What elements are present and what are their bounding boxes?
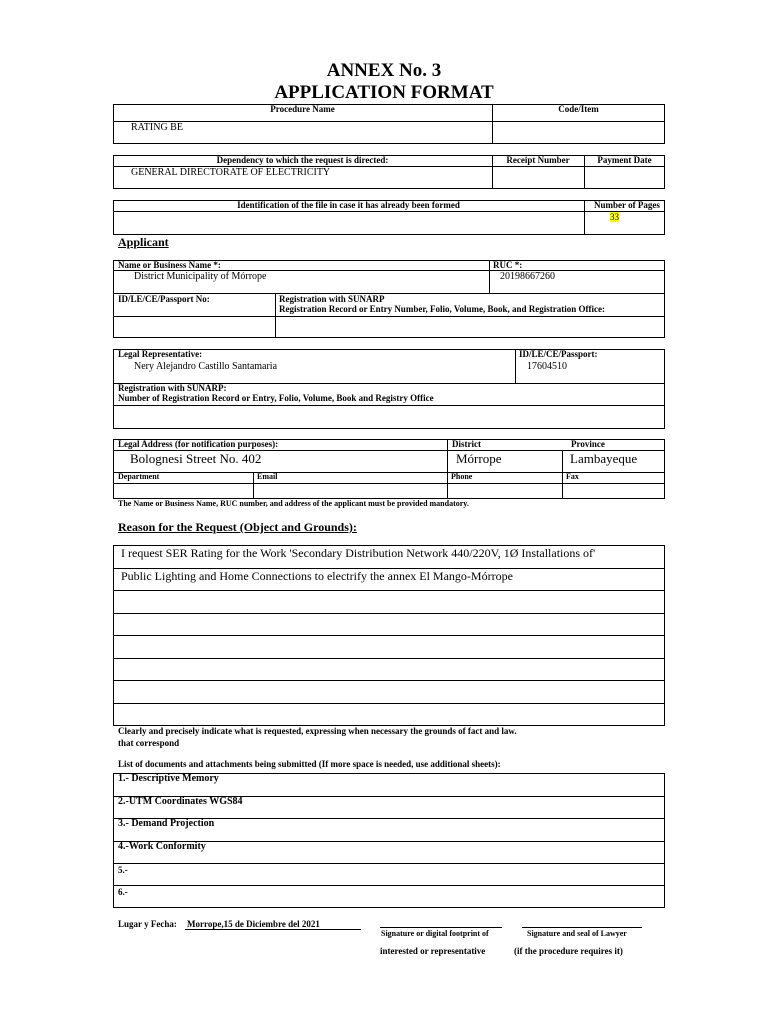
legal-rep-id-label: ID/LE/CE/Passport:	[519, 349, 598, 359]
file-id-header: Identification of the file in case it has already been formed	[237, 200, 460, 210]
code-item-header: Code/Item	[558, 104, 599, 114]
document-item-1[interactable]: 1.- Descriptive Memory	[118, 773, 219, 784]
document-item-6[interactable]: 6.-	[118, 887, 128, 897]
district-field[interactable]: Mórrope	[456, 451, 502, 466]
payment-date-field[interactable]	[585, 167, 664, 188]
province-label: Province	[571, 439, 605, 449]
legal-rep-sunarp-label: Registration with SUNARP:	[118, 383, 227, 393]
applicant-id-label: ID/LE/CE/Passport No:	[118, 294, 210, 304]
document-item-3[interactable]: 3.- Demand Projection	[118, 818, 215, 829]
place-date-field[interactable]: Morrope,15 de Diciembre del 2021	[187, 919, 320, 929]
reason-section-title: Reason for the Request (Object and Grounds):	[118, 520, 357, 534]
email-label: Email	[257, 472, 278, 481]
signature-lawyer-label: Signature and seal of Lawyer	[527, 929, 627, 938]
legal-rep-sunarp-field[interactable]	[114, 406, 664, 428]
place-date-label: Lugar y Fecha:	[118, 919, 177, 929]
dependency-header: Dependency to which the request is directed:	[216, 155, 389, 165]
dependency-field[interactable]: GENERAL DIRECTORATE OF ELECTRICITY	[131, 167, 331, 178]
document-item-2[interactable]: 2.-UTM Coordinates WGS84	[118, 796, 243, 807]
email-field[interactable]	[254, 484, 446, 498]
payment-date-header: Payment Date	[597, 155, 652, 165]
annex-title: ANNEX No. 3	[326, 60, 442, 81]
applicant-sunarp-field[interactable]	[276, 317, 664, 337]
reason-instruction: Clearly and precisely indicate what is requested, expressing when necessary the grounds of fact and law.	[118, 726, 517, 736]
legal-rep-sunarp-detail: Number of Registration Record or Entry, Folio, Volume, Book and Registry Office	[118, 393, 434, 403]
code-item-field[interactable]	[493, 122, 664, 143]
applicant-id-field[interactable]	[114, 317, 274, 337]
phone-label: Phone	[451, 472, 473, 481]
ruc-field[interactable]: 20198667260	[500, 271, 555, 282]
reason-line-1[interactable]: I request SER Rating for the Work 'Secondary Distribution Network 440/220V, 1Ø Installations of'	[121, 546, 596, 560]
legal-rep-label: Legal Representative:	[118, 349, 203, 359]
signature-applicant-sublabel: interested or representative	[380, 946, 486, 956]
business-name-label: Name or Business Name *:	[118, 260, 221, 270]
district-label: District	[452, 439, 481, 449]
signature-applicant-label: Signature or digital footprint of	[381, 929, 489, 938]
receipt-number-header: Receipt Number	[506, 155, 570, 165]
reason-line-2[interactable]: Public Lighting and Home Connections to electrify the annex El Mango-Mórrope	[121, 569, 513, 583]
form-title: APPLICATION FORMAT	[274, 82, 494, 103]
signature-line-lawyer	[522, 927, 642, 928]
file-id-field[interactable]	[114, 212, 584, 234]
department-field[interactable]	[114, 484, 252, 498]
fax-label: Fax	[566, 472, 579, 481]
reason-instruction-cont: that correspond	[118, 738, 180, 748]
legal-rep-field[interactable]: Nery Alejandro Castillo Santamaria	[134, 361, 278, 372]
receipt-number-field[interactable]	[493, 167, 583, 188]
business-name-field[interactable]: District Municipality of Mórrope	[134, 271, 267, 282]
applicant-section-title: Applicant	[118, 235, 169, 249]
document-item-4[interactable]: 4.-Work Conformity	[118, 841, 206, 852]
ruc-label: RUC *:	[493, 260, 523, 270]
number-of-pages-field[interactable]: 33	[610, 212, 619, 222]
fax-field[interactable]	[563, 484, 664, 498]
address-field[interactable]: Bolognesi Street No. 402	[130, 451, 262, 466]
documents-header: List of documents and attachments being submitted (If more space is needed, use additional sheets):	[118, 759, 501, 769]
signature-line-applicant	[380, 927, 502, 928]
procedure-name-field[interactable]: RATING BE	[131, 122, 183, 133]
address-label: Legal Address (for notification purposes):	[118, 439, 279, 449]
place-date-line	[185, 929, 361, 930]
province-field[interactable]: Lambayeque	[570, 451, 638, 466]
document-item-5[interactable]: 5.-	[118, 865, 128, 875]
number-of-pages-header: Number of Pages	[594, 200, 660, 210]
department-label: Department	[118, 472, 160, 481]
applicant-sunarp-label: Registration with SUNARP	[279, 294, 385, 304]
mandatory-note: The Name or Business Name, RUC number, and address of the applicant must be provided mandatory.	[118, 499, 469, 508]
applicant-sunarp-detail: Registration Record or Entry Number, Folio, Volume, Book, and Registration Office:	[279, 304, 605, 314]
signature-lawyer-sublabel: (if the procedure requires it)	[514, 946, 623, 956]
procedure-name-header: Procedure Name	[270, 104, 335, 114]
phone-field[interactable]	[448, 484, 561, 498]
legal-rep-id-field[interactable]: 17604510	[527, 361, 567, 372]
